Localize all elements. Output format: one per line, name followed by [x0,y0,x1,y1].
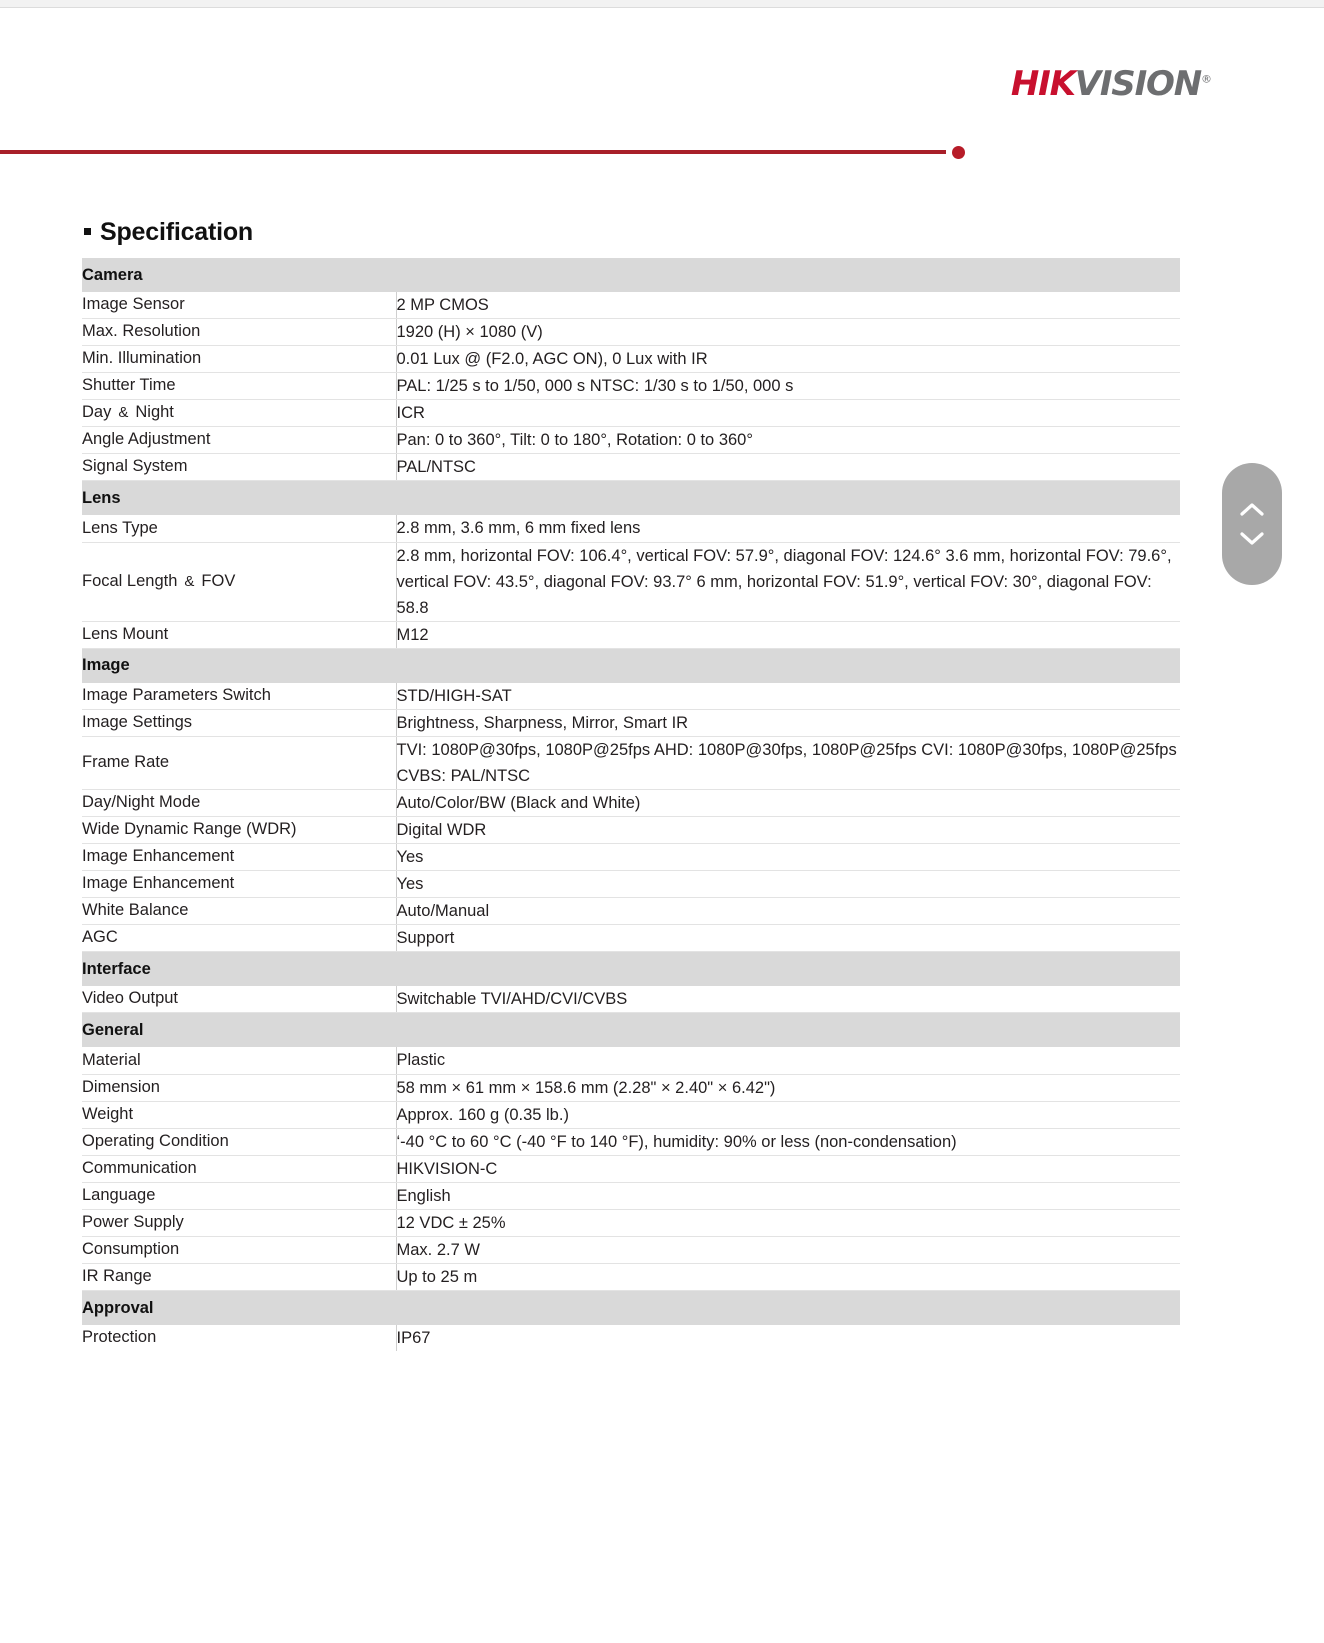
table-row [82,1325,1180,1351]
spec-label-part: FOV [201,571,236,590]
spec-label: Lens Type [82,515,396,542]
spec-label-part: Focal Length [82,571,178,590]
specification-table-body [82,258,1180,1351]
spec-value: PAL/NTSC [396,454,1180,481]
spec-value: PAL: 1/25 s to 1/50, 000 s NTSC: 1/30 s to 1/50, 000 s [396,373,1180,400]
table-row [82,1182,1180,1209]
table-row [82,925,1180,952]
spec-section-title: Camera [82,258,1180,292]
chevron-down-icon[interactable] [1239,531,1265,546]
spec-value: HIKVISION-C [396,1155,1180,1182]
brand-header [1011,60,1212,108]
spec-value: 0.01 Lux @ (F2.0, AGC ON), 0 Lux with IR [396,346,1180,373]
spec-label: Max. Resolution [82,319,396,346]
table-row [82,1236,1180,1263]
spec-value: Approx. 160 g (0.35 lb.) [396,1101,1180,1128]
spec-label [82,542,396,621]
spec-value: STD/HIGH-SAT [396,683,1180,710]
spec-section-title: Interface [82,952,1180,987]
spec-label: Protection [82,1325,396,1351]
spec-value: Up to 25 m [396,1263,1180,1290]
table-row [82,515,1180,542]
logo-text-hik: HIK [1010,64,1075,104]
ampersand-separator: & [118,404,129,422]
spec-value: IP67 [396,1329,431,1347]
table-row [82,400,1180,427]
document-page [0,8,1324,1643]
spec-label: Signal System [82,454,396,481]
table-row [82,790,1180,817]
spec-label [82,400,396,427]
hikvision-logo [1010,64,1212,104]
spec-label: Dimension [82,1074,396,1101]
browser-top-strip [0,0,1324,8]
chevron-up-icon[interactable] [1239,502,1265,517]
bullet-square-icon [84,228,91,235]
spec-value: Brightness, Sharpness, Mirror, Smart IR [396,709,1180,736]
spec-section-title: Image [82,648,1180,683]
spec-label-part: Night [135,403,174,422]
spec-section-header [82,648,1180,683]
spec-label: Image Enhancement [82,844,396,871]
spec-label: Image Settings [82,709,396,736]
spec-value: 58 mm × 61 mm × 158.6 mm (2.28" × 2.40" × 6.42") [396,1074,1180,1101]
spec-value: 12 VDC ± 25% [396,1209,1180,1236]
spec-label: AGC [82,925,396,952]
table-row [82,683,1180,710]
spec-value: M12 [396,621,1180,648]
table-row [82,1155,1180,1182]
table-row [82,373,1180,400]
spec-label: Communication [82,1155,396,1182]
spec-label: Language [82,1182,396,1209]
logo-text-vision: VISION [1074,64,1201,104]
table-row [82,986,1180,1013]
table-row [82,1047,1180,1074]
table-row [82,871,1180,898]
spec-label: Lens Mount [82,621,396,648]
spec-label-part: Day [82,403,112,422]
spec-label: Image Sensor [82,292,396,319]
spec-value: 1920 (H) × 1080 (V) [396,319,1180,346]
spec-label: Wide Dynamic Range (WDR) [82,817,396,844]
spec-label: Material [82,1047,396,1074]
spec-label: Angle Adjustment [82,427,396,454]
table-row [82,844,1180,871]
table-row [82,346,1180,373]
page-title [84,218,253,247]
table-row [82,1263,1180,1290]
spec-value: ICR [396,400,1180,427]
ampersand-separator: & [184,572,195,590]
spec-section-title: Lens [82,481,1180,516]
specification-table [82,258,1180,1351]
spec-label: Operating Condition [82,1128,396,1155]
spec-section-header [82,481,1180,516]
table-row [82,292,1180,319]
table-row [82,454,1180,481]
spec-value: Auto/Color/BW (Black and White) [396,790,1180,817]
table-row [82,736,1180,789]
header-divider [0,144,975,162]
spec-section-title: Approval [82,1291,1180,1326]
spec-value: ‘-40 °C to 60 °C (-40 °F to 140 °F), humidity: 90% or less (non-condensation) [396,1128,1180,1155]
table-row [82,319,1180,346]
spec-section-header [82,952,1180,987]
table-row [82,709,1180,736]
spec-value: Yes [396,871,1180,898]
spec-value: Auto/Manual [396,898,1180,925]
spec-value: Switchable TVI/AHD/CVI/CVBS [396,986,1180,1013]
spec-value: Yes [396,844,1180,871]
spec-value: Support [396,925,1180,952]
spec-section-header [82,1291,1180,1326]
spec-value: Digital WDR [396,817,1180,844]
page-title-text: Specification [100,218,253,246]
header-divider-line [0,150,946,154]
spec-value: TVI: 1080P@30fps, 1080P@25fps AHD: 1080P@30fps, 1080P@25fps CVI: 1080P@30fps, 1080P@25fps CVBS: PAL/NTSC [396,736,1180,789]
spec-value: English [396,1182,1180,1209]
spec-label: Image Parameters Switch [82,683,396,710]
spec-value: Plastic [396,1047,1180,1074]
spec-value: Max. 2.7 W [396,1236,1180,1263]
spec-label: White Balance [82,898,396,925]
table-row [82,1074,1180,1101]
spec-value: 2.8 mm, 3.6 mm, 6 mm fixed lens [396,515,1180,542]
spec-label: Consumption [82,1236,396,1263]
scroll-pager[interactable] [1222,463,1282,585]
spec-value: Pan: 0 to 360°, Tilt: 0 to 180°, Rotation: 0 to 360° [396,427,1180,454]
spec-label: IR Range [82,1263,396,1290]
table-row [82,1101,1180,1128]
table-row [82,1128,1180,1155]
spec-label: Frame Rate [82,736,396,789]
table-row [82,817,1180,844]
table-row [82,1209,1180,1236]
spec-label: Min. Illumination [82,346,396,373]
spec-label: Video Output [82,986,396,1013]
spec-section-header [82,258,1180,292]
spec-label: Shutter Time [82,373,396,400]
spec-value: 2 MP CMOS [396,292,1180,319]
header-divider-dot [952,146,965,159]
spec-value: 2.8 mm, horizontal FOV: 106.4°, vertical FOV: 57.9°, diagonal FOV: 124.6° 3.6 mm, horizontal FOV: 79.6°, vertical FOV: 43.5°, diagonal FOV: 93.7° 6 mm, horizontal FOV: 51.9°, vertical FOV: 30°, diagonal FOV: 58.8 [396,542,1180,621]
spec-label: Power Supply [82,1209,396,1236]
spec-label: Day/Night Mode [82,790,396,817]
table-row [82,621,1180,648]
logo-trademark: ® [1201,72,1212,86]
table-row [82,427,1180,454]
table-row [82,898,1180,925]
spec-section-title: General [82,1013,1180,1048]
spec-section-header [82,1013,1180,1048]
table-row [82,542,1180,621]
spec-label: Weight [82,1101,396,1128]
spec-label: Image Enhancement [82,871,396,898]
